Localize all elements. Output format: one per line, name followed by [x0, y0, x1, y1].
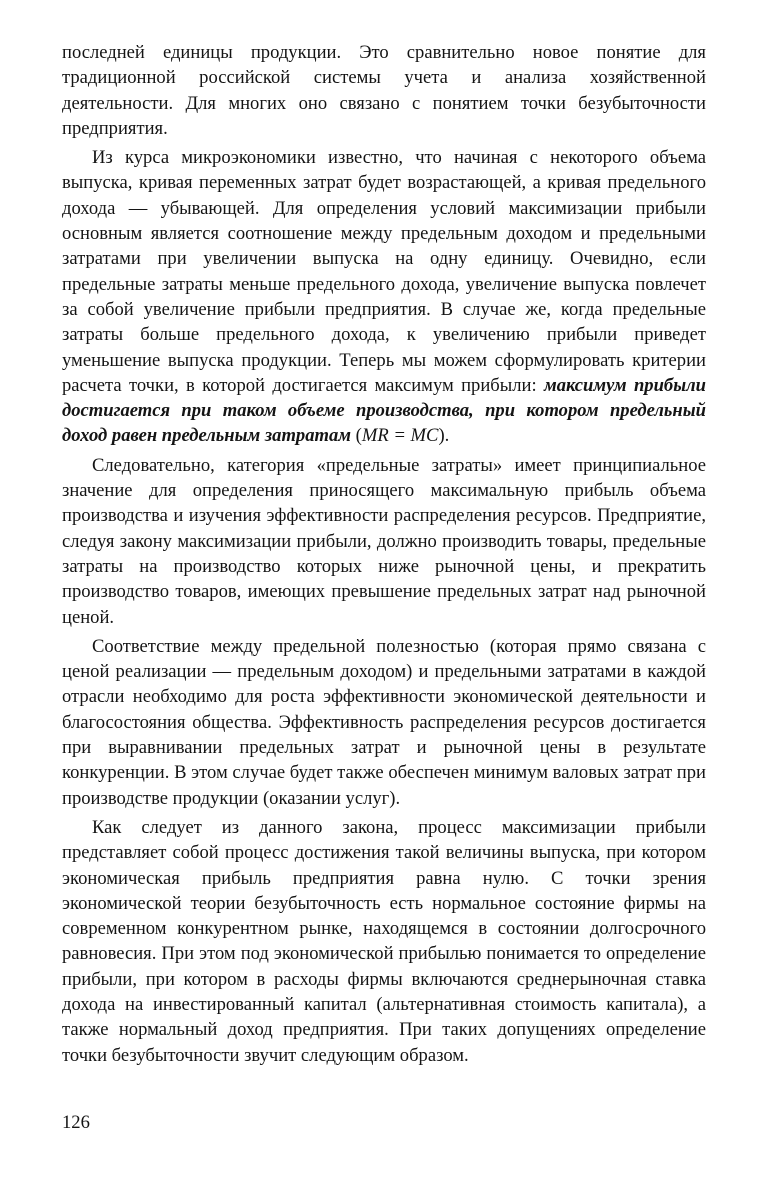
paragraph-2 — [62, 145, 706, 449]
mr-mc-formula: MR = MC — [361, 425, 439, 447]
page-number: 126 — [62, 1112, 90, 1133]
paragraph-5: Как следует из данного закона, процесс максимизации прибыли представляет собой процесс достижения такой величины выпуска, при котором экономическая прибыль предприятия равна нулю. С точки зрения экономической теории безубыточность есть нормальное состояние фирмы на современном конкурентном рынке, находящемся в состоянии долгосрочного равновесия. При этом под экономической прибылью понимается то определение прибыли, при котором в расходы фирмы включаются среднерыночная ставка дохода на инвестированный капитал (альтернативная стоимость капитала), а также нормальный доход предприятия. При таких допущениях определение точки безубыточности звучит следующим образом. — [62, 816, 706, 1066]
profit-maximum-rule: максимум прибыли достигается при таком объеме производства, при котором предельный доход равен предельным затратам — [62, 374, 706, 447]
paragraph-2-text: Из курса микроэкономики известно, что начиная с некоторого объема выпуска, кривая переменных затрат будет возрастающей, а кривая предельного дохода — убывающей. Для определения условий максимизации прибыли основным является соотношение между предельным доходом и предельными затратами при увеличении выпуска на одну единицу. Очевидно, если предельные затраты меньше предельного дохода, увеличение выпуска повлечет за собой увеличение прибыли предприятия. В случае же, когда предельные затраты больше предельного дохода, к увеличению прибыли приведет уменьшение выпуска продукции. Теперь мы можем сформулировать критерии расчета точки, в которой достигается максимум прибыли: — [62, 147, 706, 396]
paragraph-2-close: ). — [438, 425, 450, 447]
paragraph-1: последней единицы продукции. Это сравнительно новое понятие для традиционной российской системы учета и анализа хозяйственной деятельности. Для многих оно связано с понятием точки безубыточности предприятия. — [62, 42, 706, 139]
paragraph-2-open: ( — [351, 425, 362, 447]
paragraph-4: Соответствие между предельной полезностью (которая прямо связана с ценой реализации — предельным доходом) и предельными затратами в каждой отрасли необходимо для роста эффективности экономической деятельности и благосостояния общества. Эффективность распределения ресурсов достигается при выравнивании предельных затрат и рыночной цены в результате конкуренции. В этом случае будет также обеспечен минимум валовых затрат при производстве продукции (оказании услуг). — [62, 635, 706, 809]
page-body — [62, 40, 706, 1068]
paragraph-3: Следовательно, категория «предельные затраты» имеет принципиальное значение для определения приносящего максимальную прибыль объема производства и изучения эффективности распределения ресурсов. Предприятие, следуя закону максимизации прибыли, должно производить товары, предельные затраты на производство которых ниже рыночной цены, и прекратить производство товаров, имеющих превышение предельных затрат над рыночной ценой. — [62, 454, 706, 628]
